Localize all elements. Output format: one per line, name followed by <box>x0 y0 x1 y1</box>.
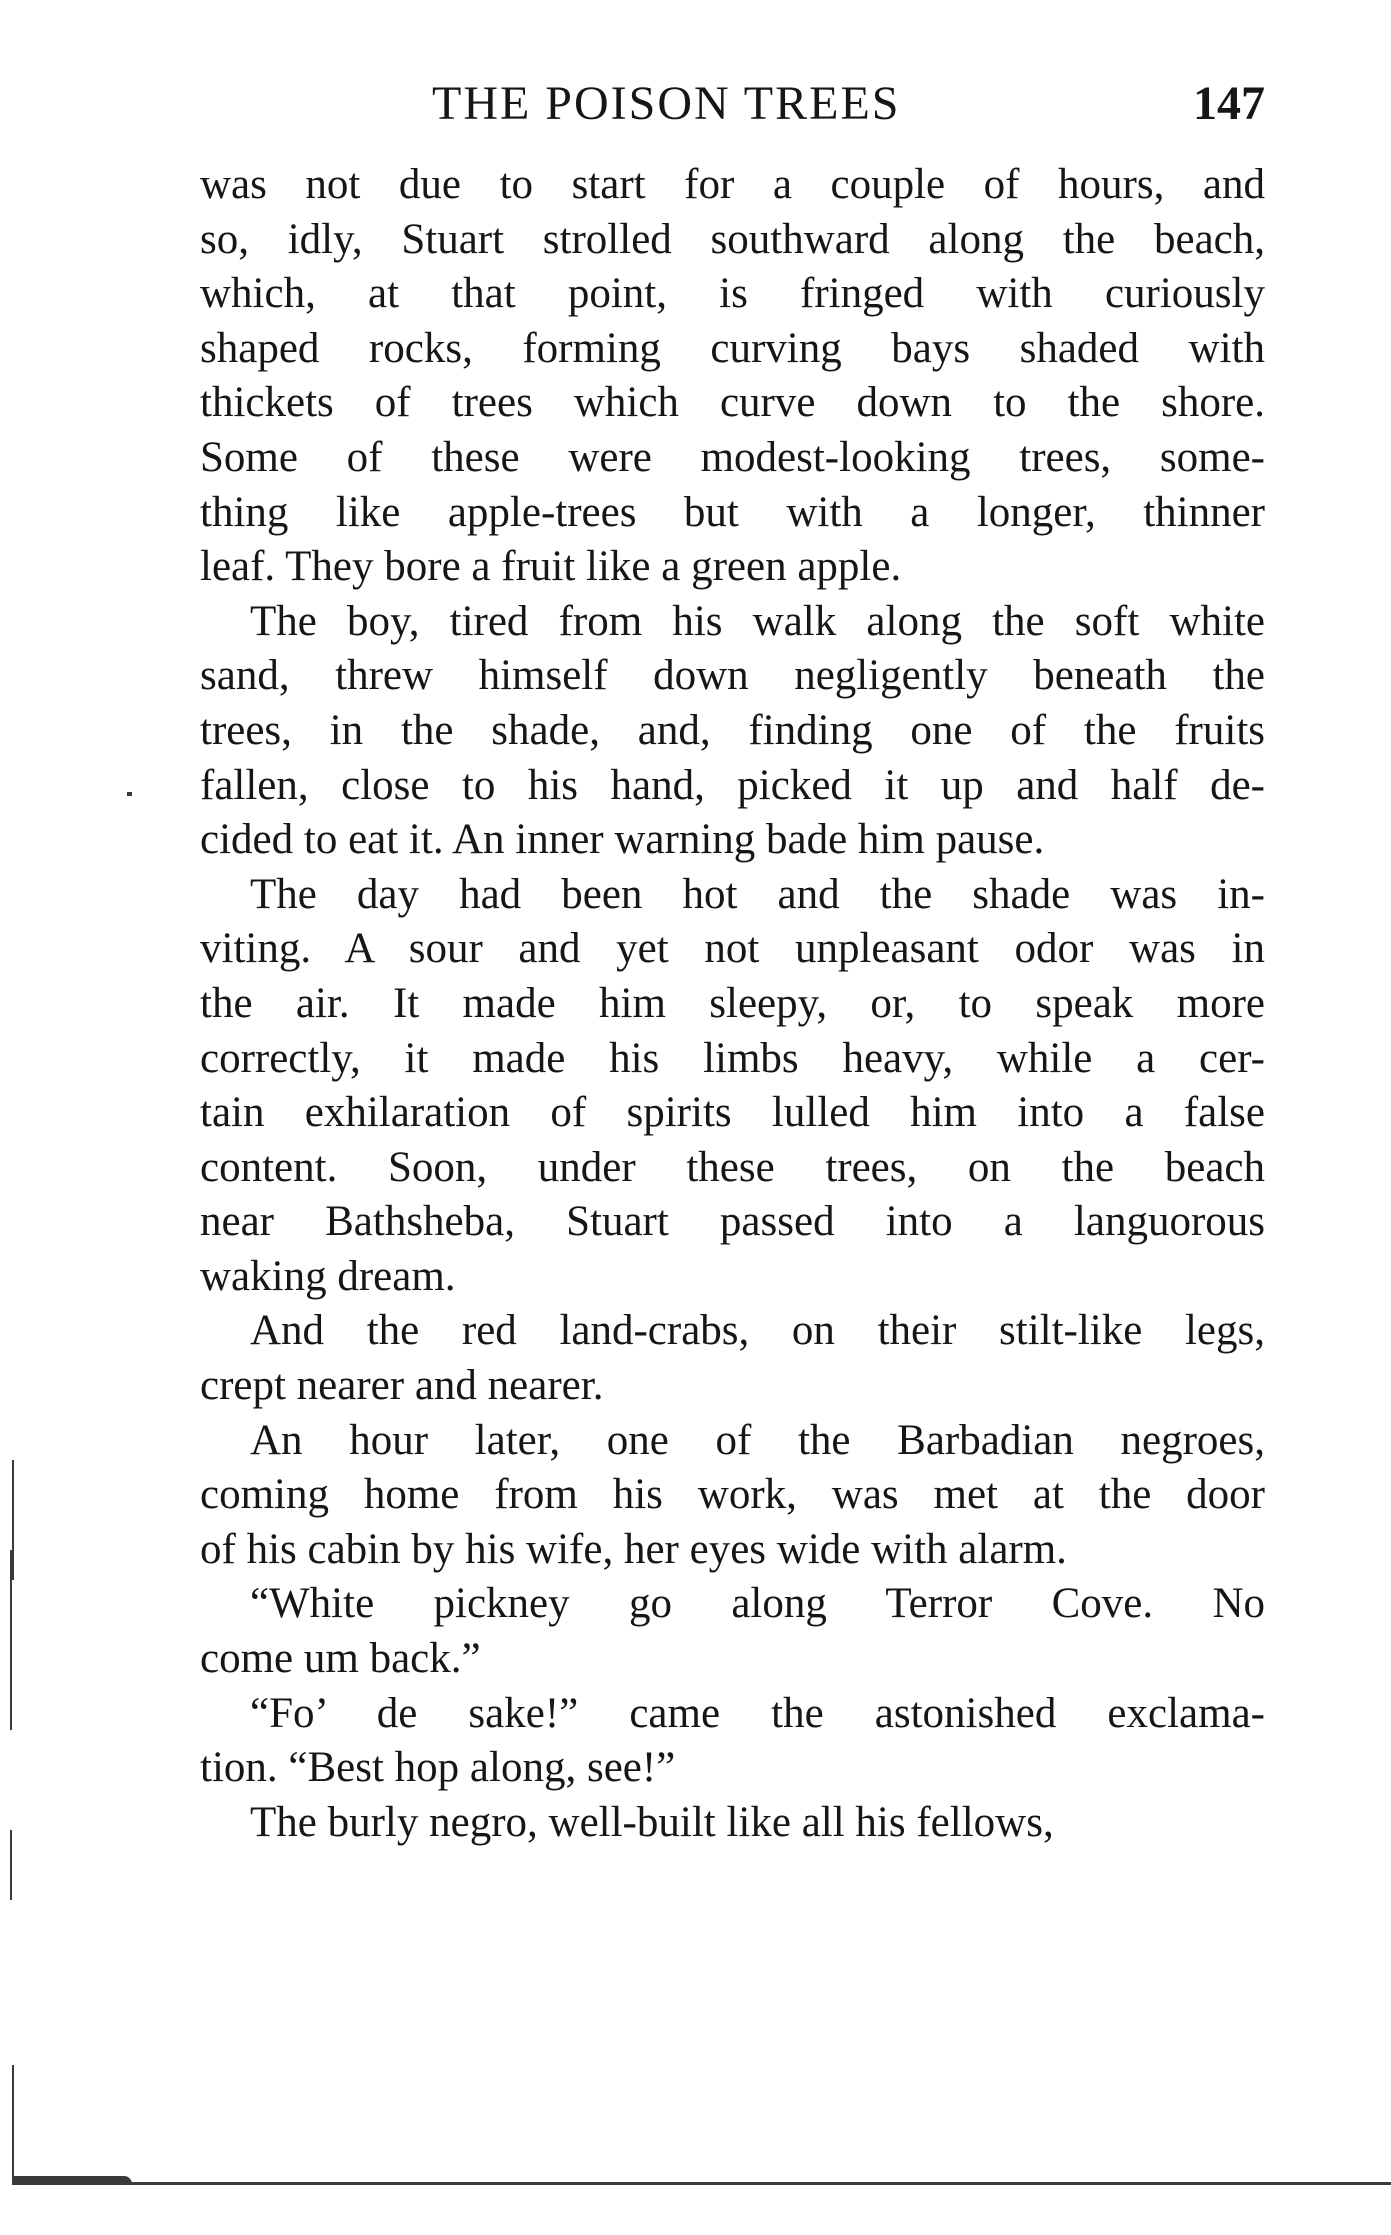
gutter-mark <box>12 2065 14 2185</box>
text-line: come um back.” <box>200 1635 481 1683</box>
text-line: correctly, it made his limbs heavy, while a cer- <box>200 1034 1265 1082</box>
text-line: content. Soon, under these trees, on the beach <box>200 1143 1265 1191</box>
text-line: thing like apple-trees but with a longer, thinner <box>200 488 1265 536</box>
gutter-mark <box>10 1830 12 1900</box>
paragraph <box>200 1577 1265 1686</box>
text-line: Some of these were modest-looking trees, some- <box>200 433 1265 481</box>
text-line: so, idly, Stuart strolled southward along the beach, <box>200 215 1265 263</box>
paragraph <box>200 1304 1265 1413</box>
text-line: fallen, close to his hand, picked it up and half de- <box>200 761 1265 809</box>
text-line: leaf. They bore a fruit like a green apple. <box>200 543 902 591</box>
text-line: waking dream. <box>200 1252 456 1300</box>
text-line: shaped rocks, forming curving bays shaded with <box>200 324 1265 372</box>
text-line: coming home from his work, was met at the door <box>200 1471 1265 1519</box>
text-line: crept nearer and nearer. <box>200 1362 604 1410</box>
text-line: was not due to start for a couple of hours, and <box>200 161 1265 208</box>
text-line: tain exhilaration of spirits lulled him into a false <box>200 1089 1265 1137</box>
text-line: The boy, tired from his walk along the soft white <box>250 597 1265 645</box>
paragraph <box>200 158 1265 595</box>
text-line: The burly negro, well-built like all his fellows, <box>250 1798 1054 1846</box>
text-line: trees, in the shade, and, finding one of the fruits <box>200 706 1265 754</box>
gutter-mark <box>12 1460 14 1580</box>
text-line: thickets of trees which curve down to the shore. <box>200 379 1265 427</box>
text-line: “White pickney go along Terror Cove. No <box>250 1580 1265 1628</box>
text-line: And the red land-crabs, on their stilt-like legs, <box>250 1307 1265 1355</box>
bottom-edge-mark <box>12 2182 1391 2185</box>
paragraph <box>200 1414 1265 1578</box>
text-line: the air. It made him sleepy, or, to speak more <box>200 979 1265 1027</box>
gutter-mark <box>10 1550 12 1730</box>
text-line: “Fo’ de sake!” came the astonished exclama- <box>250 1689 1265 1737</box>
text-line: An hour later, one of the Barbadian negroes, <box>250 1416 1265 1464</box>
text-line: of his cabin by his wife, her eyes wide with alarm. <box>200 1525 1067 1573</box>
page-number: 147 <box>1193 77 1265 130</box>
text-line: The day had been hot and the shade was in- <box>250 870 1265 918</box>
bottom-edge-mark <box>12 2176 132 2184</box>
speck <box>127 792 132 796</box>
text-line: which, at that point, is fringed with curiously <box>200 270 1265 318</box>
text-line: viting. A sour and yet not unpleasant odor was in <box>200 925 1265 973</box>
text-line: tion. “Best hop along, see!” <box>200 1744 676 1792</box>
paragraph <box>200 868 1265 1305</box>
paragraph <box>200 1687 1265 1796</box>
running-title: THE POISON TREES <box>432 77 901 130</box>
body-text <box>200 158 1265 1850</box>
running-head <box>200 76 1265 136</box>
text-line: near Bathsheba, Stuart passed into a languorous <box>200 1198 1265 1246</box>
text-line: cided to eat it. An inner warning bade him pause. <box>200 816 1045 864</box>
paragraph <box>200 595 1265 868</box>
text-line: sand, threw himself down negligently beneath the <box>200 652 1265 700</box>
paragraph <box>200 1796 1265 1851</box>
